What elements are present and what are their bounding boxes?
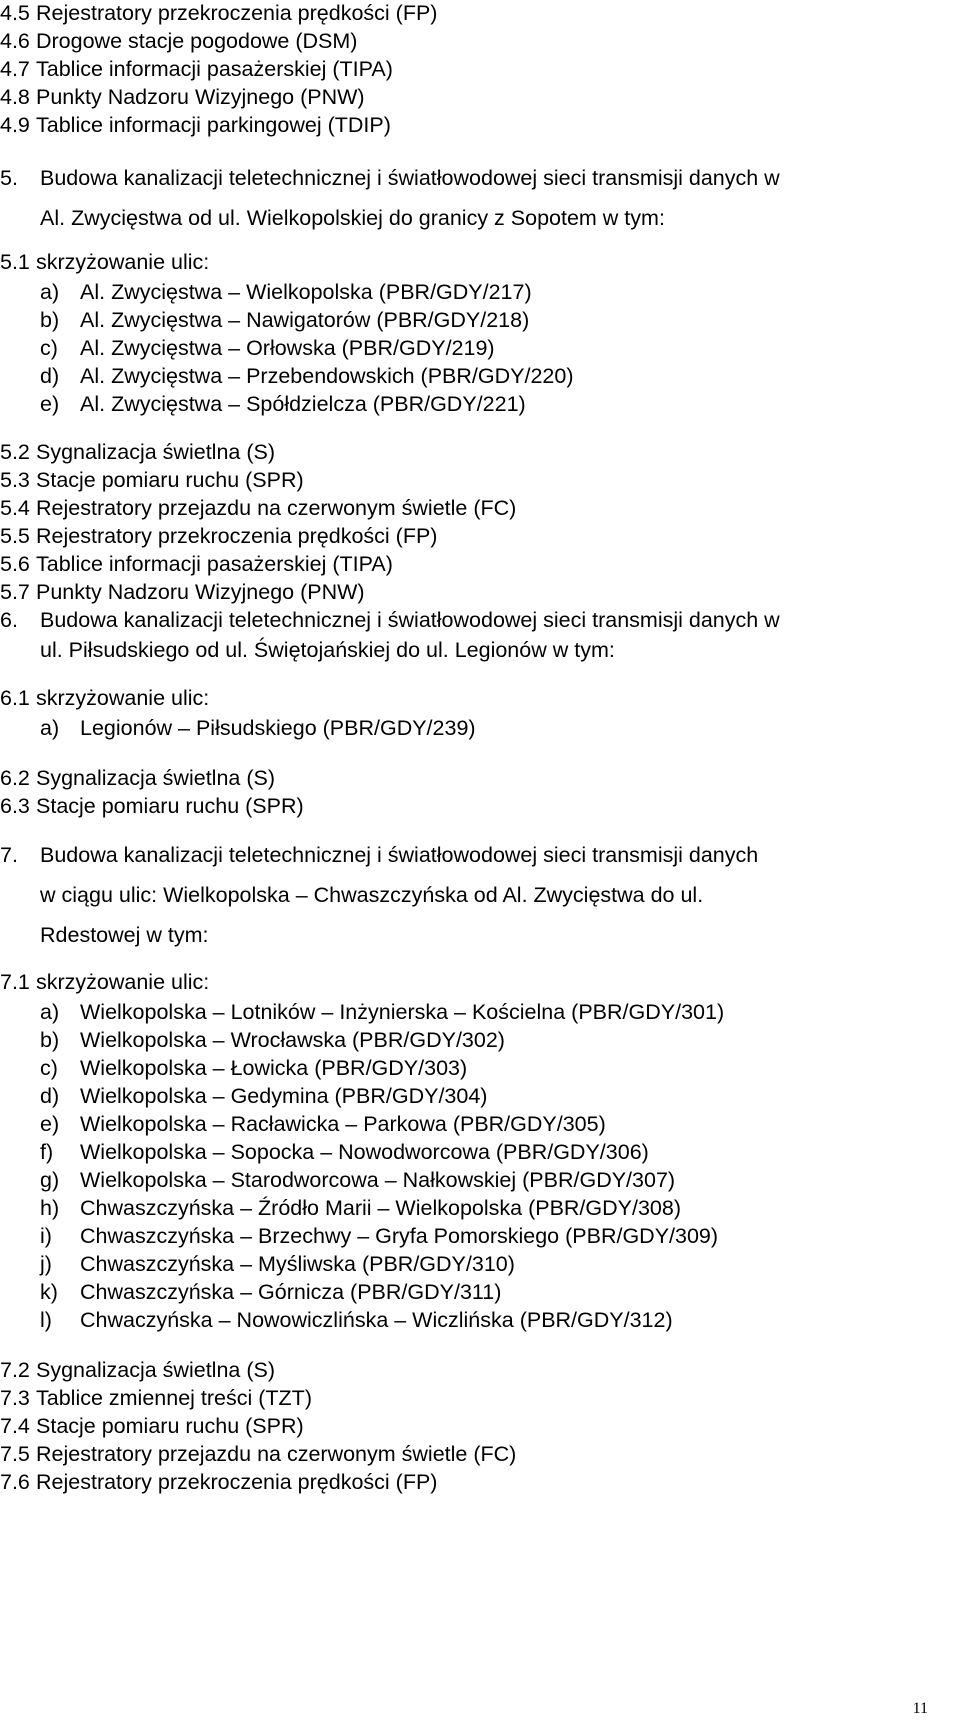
- item-text: Rejestratory przekroczenia prędkości (FP): [36, 1, 438, 25]
- item-number: 5.4: [0, 496, 30, 520]
- page-number: 11: [912, 1700, 928, 1717]
- item-text: Al. Zwycięstwa od ul. Wielkopolskiej do granicy z Sopotem w tym:: [40, 206, 665, 230]
- item-number: 7.6: [0, 1470, 30, 1494]
- item-number: 6.3: [0, 794, 30, 818]
- item-text: Sygnalizacja świetlna (S): [36, 766, 275, 790]
- item-number: f): [40, 1140, 54, 1164]
- item-number: e): [40, 1112, 60, 1136]
- item-text: Wielkopolska – Starodworcowa – Nałkowskiej (PBR/GDY/307): [80, 1168, 676, 1192]
- item-number: 6.: [0, 608, 18, 632]
- item-number: a): [40, 716, 60, 740]
- item-text: Rejestratory przejazdu na czerwonym świetle (FC): [36, 1442, 517, 1466]
- item-number: 6.2: [0, 766, 30, 790]
- item-number: 5.6: [0, 552, 30, 576]
- item-text: ul. Piłsudskiego od ul. Świętojańskiej do ul. Legionów w tym:: [40, 638, 615, 662]
- item-number: k): [40, 1280, 58, 1304]
- item-number: 4.6: [0, 29, 30, 53]
- item-text: Budowa kanalizacji teletechnicznej i światłowodowej sieci transmisji danych w: [40, 166, 780, 190]
- item-text: Stacje pomiaru ruchu (SPR): [36, 794, 304, 818]
- item-number: g): [40, 1168, 60, 1192]
- item-text: Al. Zwycięstwa – Przebendowskich (PBR/GDY/220): [80, 364, 574, 388]
- item-text: Drogowe stacje pogodowe (DSM): [36, 29, 358, 53]
- item-number: 6.1: [0, 686, 30, 710]
- item-number: 5.1: [0, 250, 30, 274]
- item-text: Wielkopolska – Łowicka (PBR/GDY/303): [80, 1056, 468, 1080]
- item-number: 5.5: [0, 524, 30, 548]
- item-number: 5.7: [0, 580, 30, 604]
- item-number: c): [40, 336, 58, 360]
- item-text: Tablice informacji pasażerskiej (TIPA): [36, 57, 393, 81]
- item-text: Punkty Nadzoru Wizyjnego (PNW): [36, 85, 365, 109]
- item-number: d): [40, 364, 60, 388]
- item-number: e): [40, 392, 60, 416]
- item-text: Chwaczyńska – Nowowiczlińska – Wiczlińska (PBR/GDY/312): [80, 1308, 673, 1332]
- item-number: l): [40, 1308, 52, 1332]
- item-number: 7.2: [0, 1358, 30, 1382]
- item-text: Tablice informacji pasażerskiej (TIPA): [36, 552, 393, 576]
- item-text: Wielkopolska – Sopocka – Nowodworcowa (PBR/GDY/306): [80, 1140, 649, 1164]
- item-text: Rejestratory przekroczenia prędkości (FP): [36, 524, 438, 548]
- item-number: b): [40, 308, 60, 332]
- item-number: h): [40, 1196, 60, 1220]
- item-number: a): [40, 280, 60, 304]
- item-number: b): [40, 1028, 60, 1052]
- item-text: Wielkopolska – Racławicka – Parkowa (PBR/GDY/305): [80, 1112, 606, 1136]
- item-text: Rejestratory przekroczenia prędkości (FP): [36, 1470, 438, 1494]
- item-text: Sygnalizacja świetlna (S): [36, 440, 275, 464]
- item-text: skrzyżowanie ulic:: [36, 250, 210, 274]
- item-number: 4.9: [0, 113, 30, 137]
- item-text: Rejestratory przejazdu na czerwonym świetle (FC): [36, 496, 517, 520]
- item-number: 7.1: [0, 970, 30, 994]
- item-text: Stacje pomiaru ruchu (SPR): [36, 468, 304, 492]
- item-number: c): [40, 1056, 58, 1080]
- item-text: Sygnalizacja świetlna (S): [36, 1358, 275, 1382]
- item-number: i): [40, 1224, 52, 1248]
- item-text: Legionów – Piłsudskiego (PBR/GDY/239): [80, 716, 476, 740]
- item-number: 7.5: [0, 1442, 30, 1466]
- item-text: Budowa kanalizacji teletechnicznej i światłowodowej sieci transmisji danych: [40, 843, 759, 867]
- item-text: Chwaszczyńska – Brzechwy – Gryfa Pomorskiego (PBR/GDY/309): [80, 1224, 719, 1248]
- item-text: Al. Zwycięstwa – Spółdzielcza (PBR/GDY/221): [80, 392, 526, 416]
- item-text: w ciągu ulic: Wielkopolska – Chwaszczyńska od Al. Zwycięstwa do ul.: [40, 883, 704, 907]
- item-number: d): [40, 1084, 60, 1108]
- item-text: Stacje pomiaru ruchu (SPR): [36, 1414, 304, 1438]
- item-text: Al. Zwycięstwa – Nawigatorów (PBR/GDY/218): [80, 308, 530, 332]
- item-text: Rdestowej w tym:: [40, 923, 209, 947]
- item-number: 4.8: [0, 85, 30, 109]
- item-number: 7.4: [0, 1414, 30, 1438]
- item-number: 5.: [0, 166, 18, 190]
- item-text: Wielkopolska – Wrocławska (PBR/GDY/302): [80, 1028, 505, 1052]
- item-text: Chwaszczyńska – Myśliwska (PBR/GDY/310): [80, 1252, 515, 1276]
- item-text: skrzyżowanie ulic:: [36, 970, 210, 994]
- item-number: 5.2: [0, 440, 30, 464]
- item-text: Tablice zmiennej treści (TZT): [36, 1386, 312, 1410]
- item-number: 5.3: [0, 468, 30, 492]
- item-number: 7.: [0, 843, 18, 867]
- item-number: 7.3: [0, 1386, 30, 1410]
- item-number: j): [40, 1252, 52, 1276]
- item-number: 4.5: [0, 1, 30, 25]
- item-text: Wielkopolska – Lotników – Inżynierska – Kościelna (PBR/GDY/301): [80, 1000, 725, 1024]
- item-text: Chwaszczyńska – Źródło Marii – Wielkopolska (PBR/GDY/308): [80, 1196, 682, 1220]
- item-text: Punkty Nadzoru Wizyjnego (PNW): [36, 580, 365, 604]
- item-text: Tablice informacji parkingowej (TDIP): [36, 113, 391, 137]
- item-number: a): [40, 1000, 60, 1024]
- item-text: skrzyżowanie ulic:: [36, 686, 210, 710]
- item-number: 4.7: [0, 57, 30, 81]
- item-text: Wielkopolska – Gedymina (PBR/GDY/304): [80, 1084, 488, 1108]
- item-text: Budowa kanalizacji teletechnicznej i światłowodowej sieci transmisji danych w: [40, 608, 780, 632]
- item-text: Al. Zwycięstwa – Wielkopolska (PBR/GDY/217): [80, 280, 532, 304]
- item-text: Al. Zwycięstwa – Orłowska (PBR/GDY/219): [80, 336, 495, 360]
- item-text: Chwaszczyńska – Górnicza (PBR/GDY/311): [80, 1280, 502, 1304]
